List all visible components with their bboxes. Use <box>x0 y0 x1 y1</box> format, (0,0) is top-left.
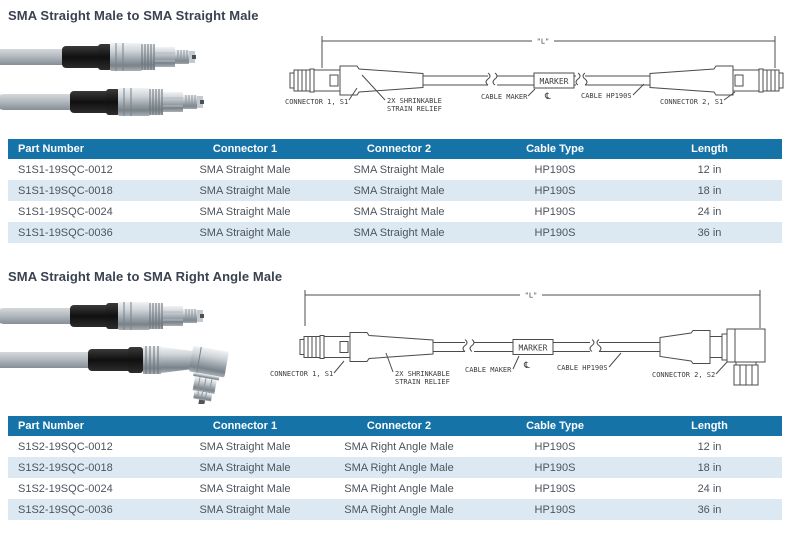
cell-connector1: SMA Straight Male <box>165 499 325 520</box>
cell-connector2: SMA Right Angle Male <box>325 499 473 520</box>
strain-relief-label-line1: 2X SHRINKABLE <box>387 97 442 105</box>
cable-maker-label: CABLE MAKER <box>465 366 512 374</box>
connector1-drawing <box>290 66 423 95</box>
cell-part-number: S1S1-19SQC-0012 <box>18 163 113 176</box>
connector1-label: CONNECTOR 1, S1 <box>270 370 334 378</box>
table-row <box>8 222 782 243</box>
table-row <box>8 436 782 457</box>
col-header-part-number: Part Number <box>8 416 165 436</box>
cell-part-number: S1S2-19SQC-0018 <box>8 457 165 478</box>
table-row <box>8 180 782 201</box>
section1-heading: SMA Straight Male to SMA Straight Male <box>8 8 259 23</box>
cell-connector2: SMA Straight Male <box>353 205 445 218</box>
cable-type-label: CABLE HP190S <box>581 92 632 100</box>
cell-length: 24 in <box>697 482 722 495</box>
assembly-diagram-straight-to-right-angle <box>255 282 790 402</box>
cell-connector1: SMA Straight Male <box>165 222 325 243</box>
connector1-drawing <box>300 333 433 362</box>
dimension-line <box>305 290 760 328</box>
cell-connector1: SMA Straight Male <box>199 163 291 176</box>
cell-part-number: S1S2-19SQC-0012 <box>18 440 113 453</box>
cable-segment <box>433 343 465 352</box>
cable-segment <box>585 76 650 85</box>
connector2-drawing <box>650 66 783 95</box>
marker-label: MARKER <box>518 343 548 353</box>
col-header-connector2: Connector 2 <box>325 139 473 159</box>
cell-cable-type: HP190S <box>534 482 576 495</box>
cell-cable-type: HP190S <box>534 205 576 218</box>
cell-part-number: S1S1-19SQC-0036 <box>8 222 165 243</box>
product-photo-straight-to-right-angle <box>0 296 232 404</box>
cell-part-number: S1S2-19SQC-0024 <box>18 482 113 495</box>
length-dimension-label: "L" <box>524 291 538 300</box>
cell-length: 36 in <box>637 499 782 520</box>
parts-table-straight-to-right-angle <box>8 416 782 520</box>
table-header-row <box>8 416 782 436</box>
table-row <box>8 478 782 499</box>
cell-connector2: SMA Straight Male <box>353 163 445 176</box>
cell-connector2: SMA Right Angle Male <box>344 482 454 495</box>
connector1-label: CONNECTOR 1, S1 <box>285 98 349 106</box>
strain-relief-label-line2: STRAIN RELIEF <box>395 378 450 386</box>
cell-cable-type: HP190S <box>473 222 637 243</box>
cell-connector2: SMA Straight Male <box>325 180 473 201</box>
cell-connector1: SMA Straight Male <box>199 440 291 453</box>
table-row <box>8 159 782 180</box>
col-header-connector2: Connector 2 <box>325 416 473 436</box>
cell-connector2: SMA Straight Male <box>325 222 473 243</box>
cell-connector1: SMA Straight Male <box>165 180 325 201</box>
cell-cable-type: HP190S <box>473 457 637 478</box>
table-row <box>8 457 782 478</box>
assembly-diagram-straight-to-straight <box>283 27 790 124</box>
right-angle-sma-connector-art <box>0 346 229 404</box>
col-header-connector1: Connector 1 <box>165 139 325 159</box>
connector2-label: CONNECTOR 2, S2 <box>652 371 716 379</box>
cell-cable-type: HP190S <box>534 440 576 453</box>
strain-relief-label-line1: 2X SHRINKABLE <box>395 370 450 378</box>
section2-heading: SMA Straight Male to SMA Right Angle Male <box>8 269 283 284</box>
table-row <box>8 499 782 520</box>
cable-segment <box>423 76 488 85</box>
col-header-part-number: Part Number <box>8 139 165 159</box>
cell-connector2: SMA Right Angle Male <box>325 457 473 478</box>
cell-part-number: S1S1-19SQC-0024 <box>18 205 113 218</box>
marker-box <box>513 340 553 355</box>
cell-cable-type: HP190S <box>473 180 637 201</box>
cell-length: 36 in <box>637 222 782 243</box>
cell-length: 12 in <box>697 163 722 176</box>
cable-segment <box>599 343 660 352</box>
centerline-symbol: ℄ <box>545 92 551 102</box>
cell-cable-type: HP190S <box>534 163 576 176</box>
cable-type-label: CABLE HP190S <box>557 364 608 372</box>
cell-part-number: S1S2-19SQC-0036 <box>8 499 165 520</box>
col-header-connector1: Connector 1 <box>165 416 325 436</box>
cell-connector1: SMA Straight Male <box>165 457 325 478</box>
cell-length: 24 in <box>697 205 722 218</box>
cell-connector2: SMA Right Angle Male <box>344 440 454 453</box>
cell-length: 18 in <box>637 180 782 201</box>
marker-label: MARKER <box>539 77 569 86</box>
col-header-cable-type: Cable Type <box>473 139 637 159</box>
table-row <box>8 201 782 222</box>
col-header-length: Length <box>637 139 782 159</box>
centerline-symbol: ℄ <box>524 361 530 371</box>
cell-connector1: SMA Straight Male <box>199 482 291 495</box>
cell-length: 18 in <box>637 457 782 478</box>
cable-maker-label: CABLE MAKER <box>481 93 528 101</box>
marker-box <box>534 73 574 88</box>
cell-part-number: S1S1-19SQC-0018 <box>8 180 165 201</box>
col-header-length: Length <box>637 416 782 436</box>
table-header-row <box>8 139 782 159</box>
dimension-line <box>322 36 775 68</box>
cell-length: 12 in <box>697 440 722 453</box>
connector2-label: CONNECTOR 2, S1 <box>660 98 724 106</box>
cell-connector1: SMA Straight Male <box>199 205 291 218</box>
product-photo-straight-to-straight <box>0 40 210 120</box>
parts-table-straight-to-straight <box>8 139 782 243</box>
cell-cable-type: HP190S <box>473 499 637 520</box>
col-header-cable-type: Cable Type <box>473 416 637 436</box>
length-dimension-label: "L" <box>536 37 550 46</box>
strain-relief-label-line2: STRAIN RELIEF <box>387 105 442 113</box>
